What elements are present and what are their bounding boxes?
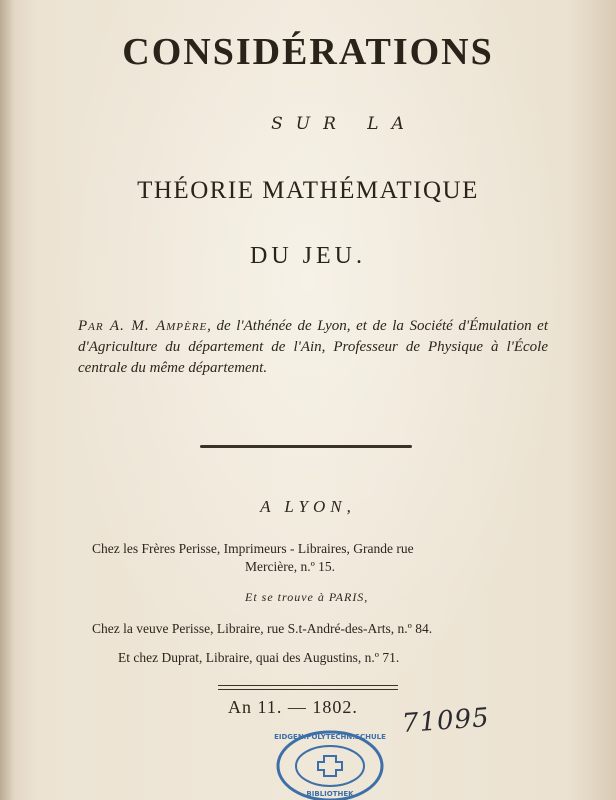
publisher-line-5: Et chez Duprat, Libraire, quai des Augustins, n.º 71. [118, 650, 400, 665]
book-title: CONSIDÉRATIONS [122, 31, 494, 73]
book-subtitle: THÉORIE MATHÉMATIQUE [137, 177, 479, 204]
author-affiliation: , de l'Athénée de Lyon, et de la Société d'Émulation et d'Agriculture du département de l'Ain, Professeur de Physique à l'École centrale du même département. [78, 318, 549, 376]
publication-date: An 11. — 1802. [228, 697, 358, 717]
library-stamp-icon [274, 724, 386, 800]
book-subtitle-2: DU JEU. [250, 243, 366, 269]
ornamental-rule [200, 445, 412, 448]
author-credit [78, 316, 548, 379]
handwritten-shelfmark: 71095 [401, 702, 491, 740]
title-connector: SUR LA [271, 114, 417, 134]
publisher-line-3: Et se trouve à PARIS, [245, 590, 369, 604]
publication-city: A LYON, [260, 497, 356, 516]
publisher-line-2: Mercière, n.º 15. [245, 559, 336, 574]
author-name: Par A. M. Ampère [78, 318, 208, 334]
date-rule [218, 685, 398, 690]
publisher-line-4: Chez la veuve Perisse, Libraire, rue S.t-André-des-Arts, n.º 84. [92, 621, 433, 636]
svg-text:EIDGEN.POLYTECHN.SCHULE: EIDGEN.POLYTECHN.SCHULE [274, 733, 386, 741]
publisher-line-1: Chez les Frères Perisse, Imprimeurs - Libraires, Grande rue [92, 541, 414, 556]
svg-text:BIBLIOTHEK: BIBLIOTHEK [306, 790, 354, 798]
